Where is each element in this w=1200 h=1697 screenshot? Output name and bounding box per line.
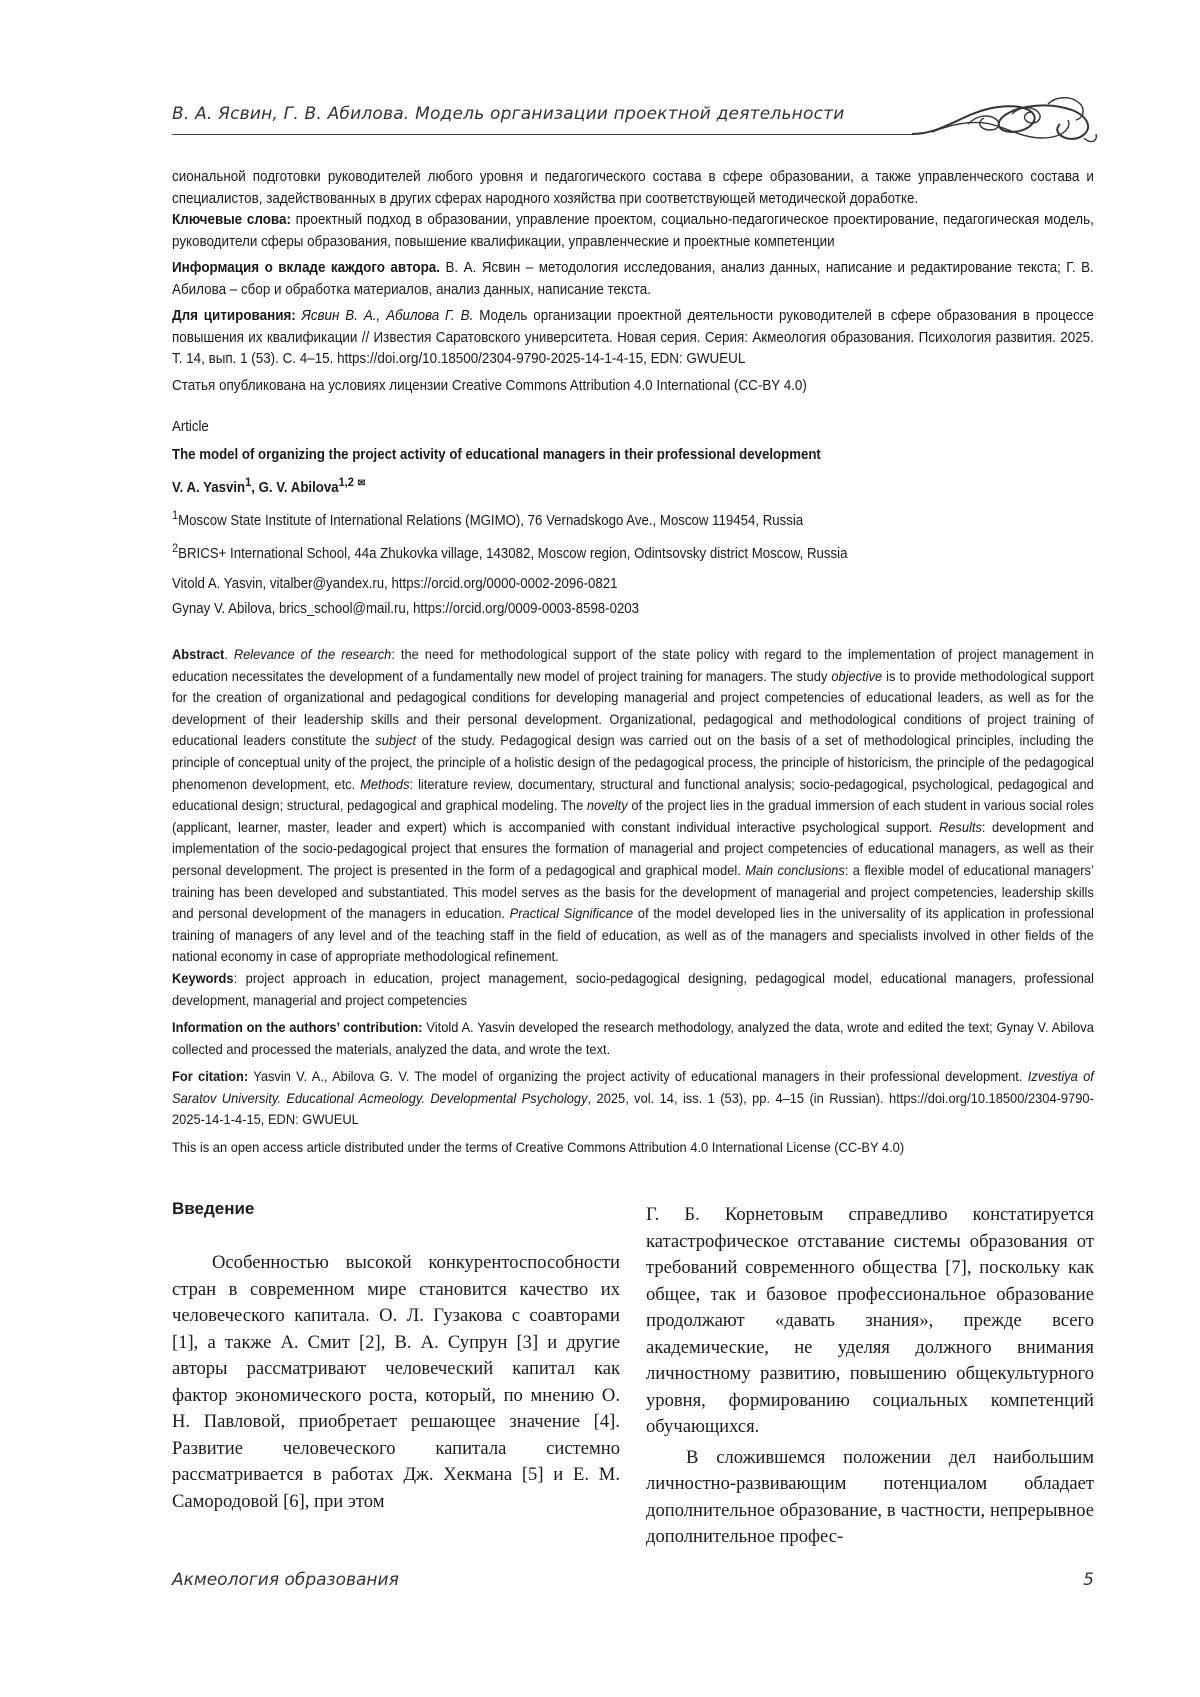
author-1: V. A. Yasvin [172, 480, 245, 496]
en-keywords-text: : project approach in education, project management, socio-pedagogical designing, pedagogical model, educational managers, professional development, managerial and project competencies [172, 970, 1094, 1008]
affiliation-2 [172, 537, 1020, 565]
en-title: The model of organizing the project activity of educational managers in their professional development [172, 444, 1020, 467]
ru-contribution [172, 258, 1094, 301]
ru-contribution-label: Информация о вкладе каждого автора. [172, 260, 440, 276]
en-citation-journal: Izvestiya of Saratov University. Educational Acmeology. Developmental Psychology [172, 1068, 1094, 1106]
objective-text: is to provide methodological support for the creation of organizational and pedagogical conditions for developing managerial and project competencies of educational leaders, as well as for the development of their leadership skills and their personal development. Organizational, pedagogical and methodological conditions of project training of educational leaders constitute the [172, 668, 1094, 749]
conclusions-label: Main conclusions [745, 862, 845, 878]
journal-page [0, 0, 1200, 1697]
ru-keywords [172, 210, 1094, 253]
author-1-affil: 1 [245, 475, 251, 489]
subject-word: subject [375, 732, 416, 748]
significance-text: of the model developed lies in the universality of its application in professional training of managers of any level and of the teaching staff in the field of education, as well as of the managers and specialists involved in other fields of the national economy in case of appropriate methodological refinement. [172, 905, 1094, 964]
intro-left-column [172, 1198, 620, 1515]
ru-metadata [172, 167, 1094, 397]
intro-paragraph-3: В сложившемся положении дел наибольшим личностно-развивающим потенциалом обладает дополнительное образование, в частности, непрерывное дополнительное профес- [646, 1445, 1094, 1551]
ru-citation-label: Для цитирования: [172, 308, 296, 324]
page-footer [172, 1570, 1094, 1596]
en-contribution-label: Information on the authors’ contribution: [172, 1019, 423, 1035]
ornament-icon [872, 94, 1102, 150]
ru-contribution-text: В. А. Ясвин – методология исследования, анализ данных, написание и редактирование текста; Г. В. Абилова – сбор и обработка материалов, анализ данных, написание текста. [172, 260, 1094, 298]
ru-citation-authors: Ясвин В. А., Абилова Г. В. [302, 308, 474, 324]
ru-keywords-text: проектный подход в образовании, управление проектом, социально-педагогическое проектирование, педагогическая модель, руководители сферы образования, повышение квалификации, управленческие и проектные компетенции [172, 212, 1094, 250]
journal-section: Акмеология образования [172, 1570, 399, 1590]
affiliation-1-mark: 1 [172, 508, 178, 522]
running-head-rule [172, 134, 912, 135]
intro-paragraph-2: Г. Б. Корнетовым справедливо констатируется катастрофическое отставание системы образования от требований современного общества [7], поскольку как общее, так и базовое профессиональное образование продолжают «давать знания», прежде всего академические, не уделяя должного внимания личностному развитию, повышению общекультурного уровня, формированию социальных компетенций обучающихся. [646, 1202, 1094, 1441]
results-label: Results [939, 819, 982, 835]
author-2: , G. V. Abilova [251, 480, 338, 496]
ru-license: Статья опубликована на условиях лицензии Creative Commons Attribution 4.0 International (CC-BY 4.0) [172, 376, 1094, 398]
significance-label: Practical Significance [510, 905, 634, 921]
en-keywords-label: Keywords [172, 970, 234, 986]
intro-right-column [646, 1202, 1094, 1551]
en-header [172, 416, 1094, 621]
relevance-text: : the need for methodological support of the state policy with regard to the implementation of project management in education necessitates the development of a fundamentally new model of project training for managers. The study [172, 646, 1094, 684]
envelope-icon[interactable]: ✉ [358, 473, 366, 496]
relevance-label: Relevance of the research [234, 646, 392, 662]
article-type: Article [172, 416, 1020, 439]
novelty-text: of the project lies in the gradual immersion of each student in various social roles (applicant, learner, master, leader and expert) which is accompanied with constant individual interactive psychological support. [172, 797, 1094, 835]
en-citation-label: For citation: [172, 1068, 248, 1084]
ru-citation-text: Модель организации проектной деятельности руководителей в сфере образования в процессе повышения их квалификации // Известия Саратовского университета. Новая серия. Серия: Акмеология образования. Психология развития. 2025. Т. 14, вып. 1 (53). С. 4–15. https://doi.org/10.18500/2304-9790-2025-14-1-4-15, EDN: GWUEUL [172, 308, 1094, 367]
affiliation-1-text: Moscow State Institute of International Relations (MGIMO), 76 Vernadskogo Ave., Moscow 119454, Russia [178, 513, 803, 529]
contact-2: Gynay V. Abilova, brics_school@mail.ru, https://orcid.org/0009-0003-8598-0203 [172, 598, 1020, 621]
methods-text: : literature review, documentary, structural and functional analysis; socio-pedagogical, psychological, pedagogical and educational design; structural, pedagogical and graphical modeling. The [172, 776, 1094, 814]
running-head [172, 100, 1112, 140]
subject-text: of the study. Pedagogical design was carried out on the basis of a set of methodological principles, including the principle of conceptual unity of the project, the principle of a holistic design of the pedagogical process, the principle of historicism, the principle of the pedagogical phenomenon development, etc. [172, 732, 1094, 791]
novelty-word: novelty [587, 797, 628, 813]
contact-1: Vitold A. Yasvin, vitalber@yandex.ru, https://orcid.org/0000-0002-2096-0821 [172, 573, 1020, 596]
en-keywords [172, 968, 1094, 1011]
en-contribution-text: Vitold A. Yasvin developed the research methodology, analyzed the data, wrote and edited the text; Gynay V. Abilova collected and processed the materials, analyzed the data, and wrote the text. [172, 1019, 1094, 1057]
affiliation-2-mark: 2 [172, 541, 178, 555]
abstract-body: Abstract. Relevance of the research: the need for methodological support of the state policy with regard to the implementation of project management in education necessitates the development of a fundamentally new model of project training for managers. The study objective is to provide methodological support for the creation of organizational and pedagogical conditions for developing managerial and project competencies of educational leaders, as well as for the development of their leadership skills and their personal development. Organizational, pedagogical and methodological conditions of project training of educational leaders constitute the subject of the study. Pedagogical design was carried out on the basis of a set of methodological principles, including the principle of conceptual unity of the project, the principle of a holistic design of the pedagogical process, the principle of historicism, the principle of the pedagogical phenomenon development, etc. Methods: literature review, documentary, structural and functional analysis; socio-pedagogical, psychological, pedagogical and educational design; structural, pedagogical and graphical modeling. The novelty of the project lies in the gradual immersion of each student in various social roles (applicant, learner, master, leader and expert) which is accompanied with constant individual interactive psychological support. Results: development and implementation of the socio-pedagogical project that ensures the formation of managerial and project competencies of educational managers, as well as their personal development. The project is presented in the form of a pedagogical and graphical model. Main conclusions: a flexible model of educational managers’ training has been developed and substantiated. This model serves as the basis for the development of managerial and project competencies, leadership skills and personal development of the managers in education. Practical Significance of the model developed lies in the universality of its application in professional training of managers of any level and of the teaching staff in the field of education, as well as of the managers and specialists involved in other fields of the national economy in case of appropriate methodological refinement. [172, 644, 1094, 968]
intro-heading: Введение [172, 1198, 620, 1220]
methods-label: Methods [360, 776, 409, 792]
en-contribution [172, 1017, 1094, 1060]
en-abstract [172, 644, 1094, 1159]
ru-abstract-tail: сиональной подготовки руководителей любого уровня и педагогического состава в сфере образовании, а также управленческого состава и специалистов, задействованных в других сферах народного хозяйства при соответствующей методической доработке. [172, 167, 1094, 210]
ru-keywords-label: Ключевые слова: [172, 212, 291, 228]
results-text: : development and implementation of the socio-pedagogical project that ensures the formation of managerial and project competencies of educational managers, as well as their personal development. The project is presented in the form of a pedagogical and graphical model. [172, 819, 1094, 878]
en-authors [172, 471, 1020, 499]
ru-citation [172, 306, 1094, 371]
en-license: This is an open access article distributed under the terms of Creative Commons Attribution 4.0 International License (CC-BY 4.0) [172, 1137, 1094, 1159]
en-citation-text: Yasvin V. A., Abilova G. V. The model of organizing the project activity of educational managers in their professional development. [253, 1068, 1022, 1084]
running-head-text: В. А. Ясвин, Г. В. Абилова. Модель организации проектной деятельности [172, 104, 844, 124]
objective-word: objective [831, 668, 882, 684]
conclusions-text: : a flexible model of educational managers’ training has been developed and substantiated. This model serves as the basis for the development of managerial and project competencies, leadership skills and personal development of the managers in education. [172, 862, 1094, 921]
intro-paragraph-1: Особенностью высокой конкурентоспособности стран в современном мире становится качество их человеческого капитала. О. Л. Гузакова с соавторами [1], а также А. Смит [2], В. А. Супрун [3] и другие авторы рассматривают человеческий капитал как фактор экономического роста, который, по мнению О. Н. Павловой, приобретает решающее значение [4]. Развитие человеческого капитала системно рассматривается в работах Дж. Хекмана [5] и Е. М. Самородовой [6], при этом [172, 1250, 620, 1515]
page-number: 5 [1083, 1570, 1094, 1590]
affiliation-1 [172, 504, 1020, 532]
en-citation [172, 1066, 1094, 1131]
abstract-label: Abstract [172, 646, 224, 662]
affiliation-2-text: BRICS+ International School, 44a Zhukovka village, 143082, Moscow region, Odintsovsky district Moscow, Russia [178, 545, 847, 561]
en-citation-tail: , 2025, vol. 14, iss. 1 (53), pp. 4–15 (in Russian). https://doi.org/10.18500/2304-9790-2025-14-1-4-15, EDN: GWUEUL [172, 1090, 1094, 1128]
author-2-affil: 1,2 [339, 475, 354, 489]
